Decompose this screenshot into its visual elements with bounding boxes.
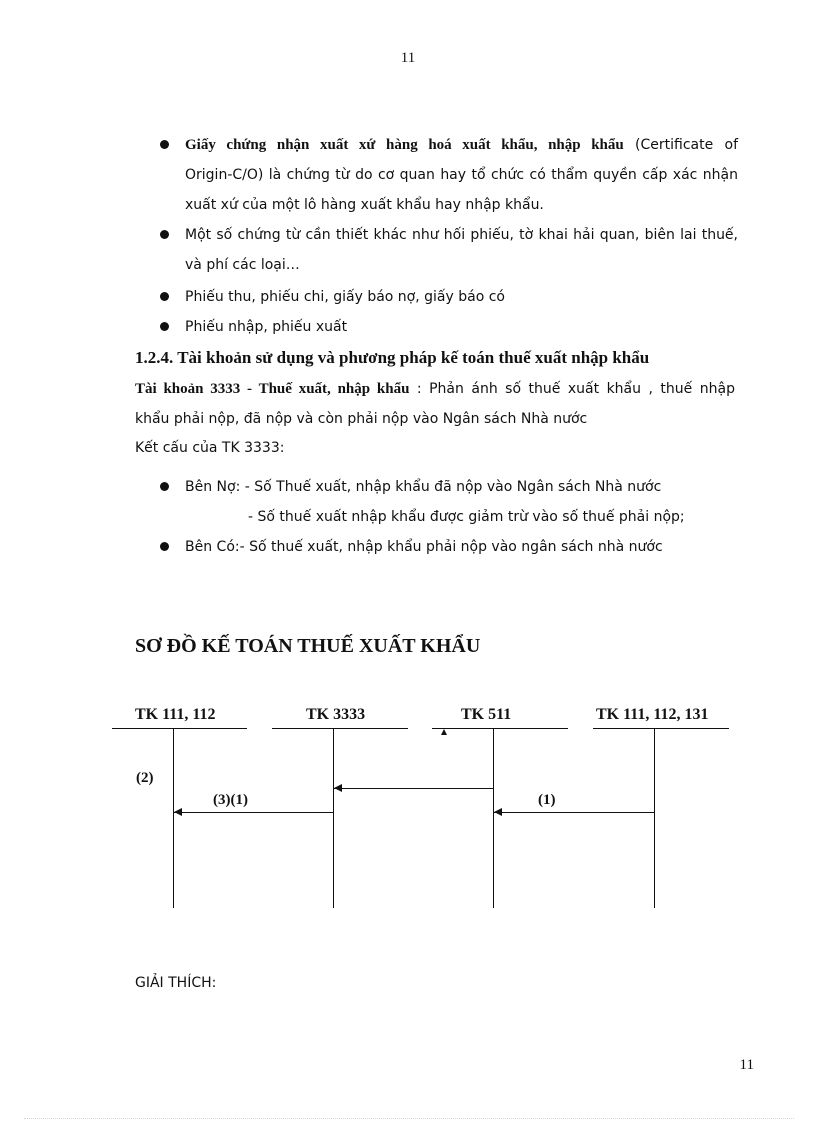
bullet-4-line-1: Phiếu nhập, phiếu xuất	[185, 319, 348, 335]
t-account-bar-tk111-112-131	[593, 728, 729, 729]
t-account-bar-tk3333	[272, 728, 408, 729]
account-label-tk111-112: TK 111, 112	[135, 706, 216, 723]
arrow-3333-to-111-head	[174, 808, 182, 816]
bullet-dot	[160, 482, 169, 491]
t-account-bar-tk111-112	[112, 728, 247, 729]
bullet-2-line-1: Một số chứng từ cần thiết khác như hối phiếu, tờ khai hải quan, biên lai thuế,	[185, 227, 738, 243]
account-para-line-2: khẩu phải nộp, đã nộp và còn phải nộp vào Ngân sách Nhà nước	[135, 411, 588, 427]
debit-line-2: - Số thuế xuất nhập khẩu được giảm trừ vào số thuế phải nộp;	[248, 509, 685, 525]
page-number-bottom: 11	[739, 1057, 754, 1073]
arrow-111-131-to-511-line	[494, 812, 654, 813]
explanation-label: GIẢI THÍCH:	[135, 975, 217, 991]
arrow-3333-to-111-line	[174, 812, 333, 813]
credit-line-1: Bên Có:- Số thuế xuất, nhập khẩu phải nộp vào ngân sách nhà nước	[185, 539, 663, 555]
section-heading: 1.2.4. Tài khoản sử dụng và phương pháp kế toán thuế xuất nhập khẩu	[135, 348, 650, 367]
debit-line-1: Bên Nợ: - Số Thuế xuất, nhập khẩu đã nộp vào Ngân sách Nhà nước	[185, 479, 662, 495]
diagram-title: SƠ ĐỒ KẾ TOÁN THUẾ XUẤT KHẨU	[135, 635, 481, 657]
bullet-dot	[160, 542, 169, 551]
t-account-vertical-tk111-112	[173, 728, 174, 908]
bullet-3-line-1: Phiếu thu, phiếu chi, giấy báo nợ, giấy báo có	[185, 289, 505, 305]
account-label-tk511: TK 511	[461, 706, 512, 723]
co-certificate-english: (Certificate of	[623, 137, 738, 153]
arrow-511-to-3333-head	[334, 784, 342, 792]
t-account-vertical-tk111-112-131	[654, 728, 655, 908]
t-account-vertical-tk511	[493, 728, 494, 908]
step-label-1: (1)	[538, 792, 556, 808]
account-para-line-1	[135, 379, 735, 399]
bullet-dot	[160, 230, 169, 239]
account-label-tk111-112-131: TK 111, 112, 131	[596, 706, 709, 723]
bullet-1-line-1	[185, 135, 738, 155]
page-bottom-rule	[24, 1118, 794, 1119]
t-account-bar-tk511	[432, 728, 568, 729]
bullet-dot	[160, 322, 169, 331]
bullet-dot	[160, 140, 169, 149]
co-certificate-term: Giấy chứng nhận xuất xứ hàng hoá xuất khẩu, nhập khẩu	[185, 137, 624, 153]
step-label-3-1: (3)(1)	[213, 792, 248, 808]
bullet-2-line-2: và phí các loại…	[185, 257, 300, 273]
arrow-111-131-to-511-head	[494, 808, 502, 816]
t-account-vertical-tk3333	[333, 728, 334, 908]
arrow-511-to-3333-line	[334, 788, 493, 789]
account-para-rest: : Phản ánh số thuế xuất khẩu , thuế nhập	[409, 381, 735, 397]
account-label-tk3333: TK 3333	[306, 706, 366, 723]
bullet-1-line-2: Origin-C/O) là chứng từ do cơ quan hay tổ chức có thẩm quyền cấp xác nhận	[185, 167, 738, 183]
small-triangle-mark	[441, 729, 447, 735]
bullet-1-line-3: xuất xứ của một lô hàng xuất khẩu hay nhập khẩu.	[185, 197, 544, 213]
bullet-dot	[160, 292, 169, 301]
page-number-top: 11	[400, 50, 416, 66]
account-3333-term: Tài khoản 3333 - Thuế xuất, nhập khẩu	[135, 381, 410, 397]
structure-label: Kết cấu của TK 3333:	[135, 440, 285, 456]
step-label-2: (2)	[136, 770, 154, 786]
